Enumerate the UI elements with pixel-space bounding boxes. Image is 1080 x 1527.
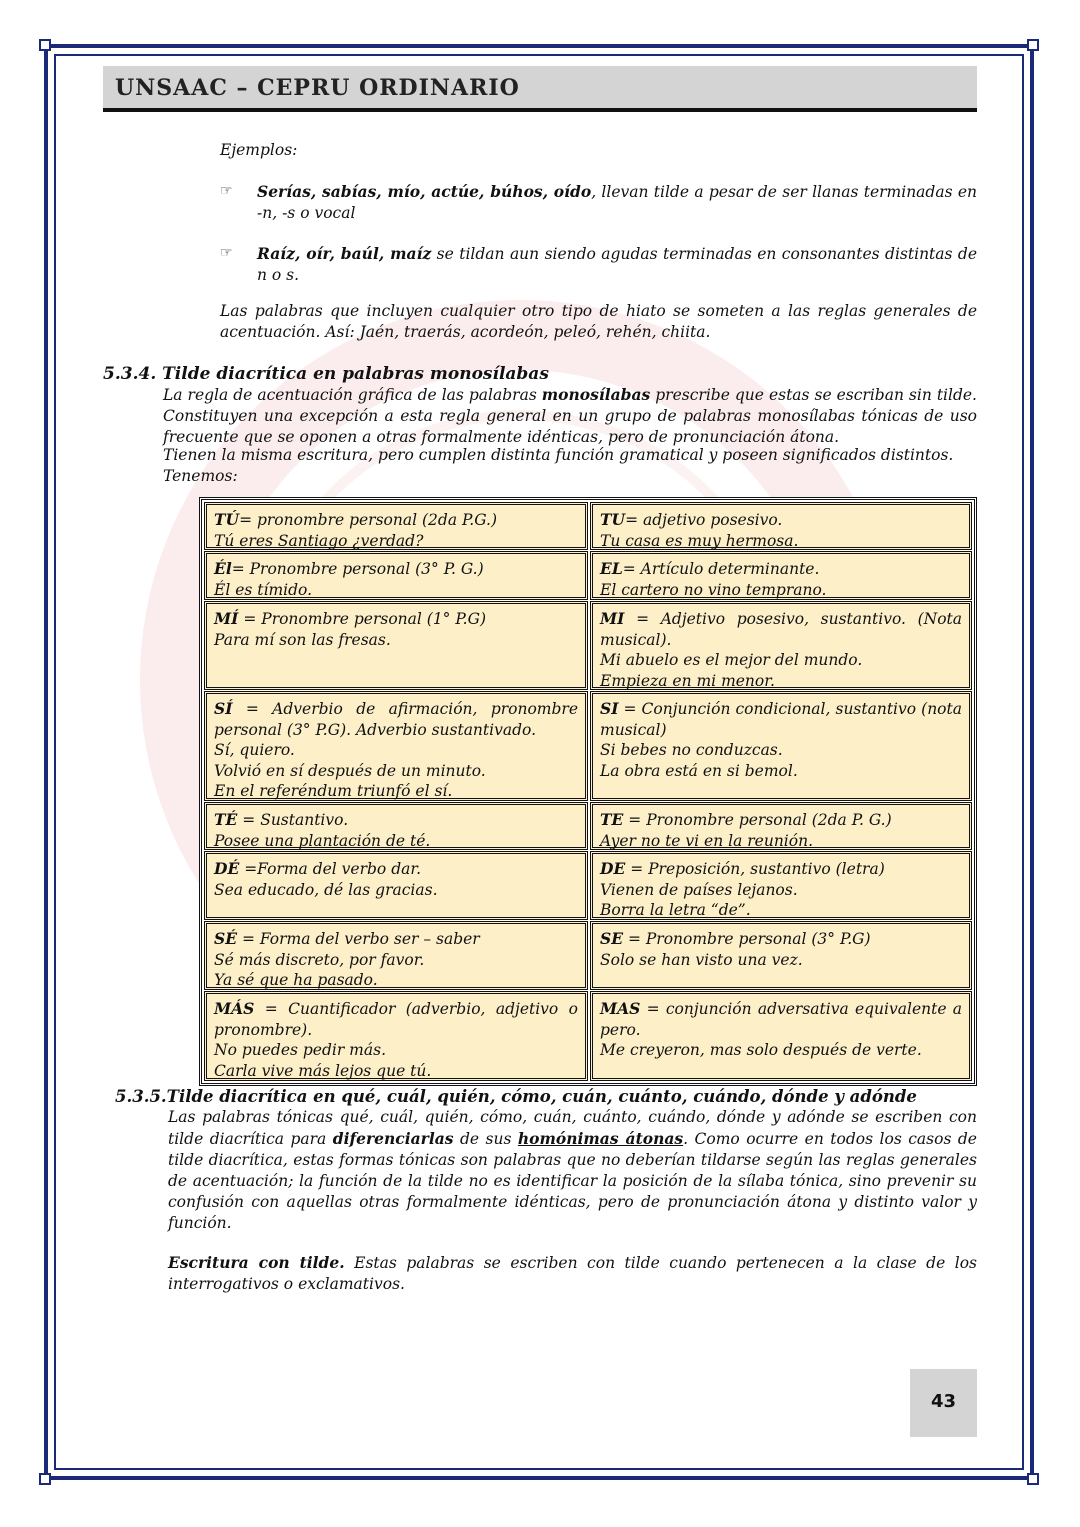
section-534-paragraph xyxy=(163,384,977,448)
table-example: Tú eres Santiago ¿verdad? xyxy=(214,531,424,550)
table-term: MÁS xyxy=(214,999,255,1018)
table-definition: = Sustantivo. xyxy=(237,811,349,829)
table-example: Vienen de países lejanos. Borra la letra “de”. xyxy=(600,880,798,919)
table-example: Ayer no te vi en la reunión. xyxy=(600,831,813,850)
table-example: Sea educado, dé las gracias. xyxy=(214,880,438,899)
table-cell-left xyxy=(204,851,588,920)
page-number-box xyxy=(910,1369,977,1437)
section-535-text-c: . Como ocurre en todos los casos de tilde diacrítica, estas formas tónicas son palabras que no deberían tildarse según las reglas generales de acentuación; la función de la tilde no es identificar la posición de la sílaba tónica, sino prevenir su confusión con aquellas otras formalmente idénticas, pero de pronunciación átona y distinto valor y función. xyxy=(168,1130,977,1232)
section-535-paragraph xyxy=(168,1107,977,1234)
table-definition: = Adverbio de afirmación, pronombre personal (3° P.G). Adverbio sustantivado. xyxy=(214,700,578,739)
table-cell-right xyxy=(590,802,972,850)
frame-corner xyxy=(1027,39,1039,51)
table-definition: = Forma del verbo ser – saber xyxy=(237,930,480,948)
table-example: Mi abuelo es el mejor del mundo. Empieza en mi menor. xyxy=(600,651,863,690)
table-cell-right xyxy=(590,691,972,801)
table-definition: = Cuantificador (adverbio, adjetivo o pronombre). xyxy=(214,1000,578,1039)
example-bullet-2-rest: se tildan aun siendo agudas terminadas en consonantes distintas de n o s. xyxy=(257,245,977,284)
page-header xyxy=(103,66,977,112)
example-bullet-2-text xyxy=(257,243,977,286)
table-cell-right xyxy=(590,502,972,550)
table-term: SE xyxy=(600,929,624,948)
section-535-bold: diferenciarlas xyxy=(332,1129,454,1148)
pointing-hand-icon: ☞ xyxy=(220,183,233,199)
table-term: TE xyxy=(600,810,624,829)
table-term: Él xyxy=(214,559,232,578)
table-example: Solo se han visto una vez. xyxy=(600,950,803,969)
section-535-escritura-rest: Estas palabras se escriben con tilde cuando pertenecen a la clase de los interrogativos o exclamativos. xyxy=(168,1254,977,1293)
section-535-text-a: Las palabras tónicas qué, cuál, quién, cómo, cuán, cuánto, cuándo, dónde y adónde se escriben con tilde diacrítica para xyxy=(168,1108,977,1148)
table-definition: = Pronombre personal (3° P. G.) xyxy=(231,560,484,578)
table-definition: = Pronombre personal (2da P. G.) xyxy=(623,811,892,829)
table-term: SÉ xyxy=(214,929,238,948)
table-term: DE xyxy=(600,859,626,878)
table-example: Si bebes no conduzcas. La obra está en si bemol. xyxy=(600,741,798,780)
table-definition: = Pronombre personal (3° P.G) xyxy=(623,930,871,948)
example-bullet-1-rest: , llevan tilde a pesar de ser llanas terminadas en -n, -s o vocal xyxy=(257,183,977,222)
section-535-bold-underlined: homónimas átonas xyxy=(517,1129,684,1148)
table-example: Sí, quiero. Volvió en sí después de un minuto. En el referéndum triunfó el sí. xyxy=(214,741,486,800)
section-535-escritura-bold: Escritura con tilde. xyxy=(168,1253,345,1272)
table-cell-right xyxy=(590,991,972,1081)
table-cell-left xyxy=(204,991,588,1081)
example-bullet-2-words: Raíz, oír, baúl, maíz xyxy=(257,244,432,263)
section-title-534: 5.3.4. Tilde diacrítica en palabras monosílabas xyxy=(103,364,549,384)
table-cell-left xyxy=(204,551,588,600)
table-term: SI xyxy=(600,699,619,718)
examples-label: Ejemplos: xyxy=(220,141,298,159)
table-definition: = adjetivo posesivo. xyxy=(625,511,783,529)
table-term: SÍ xyxy=(214,699,233,718)
table-example: Él es tímido. xyxy=(214,580,313,599)
section-534-paragraph-2: Tienen la misma escritura, pero cumplen distinta función gramatical y poseen significados distintos. xyxy=(163,446,954,464)
table-term: TÚ xyxy=(214,510,240,529)
table-example: Para mí son las fresas. xyxy=(214,630,391,649)
frame-corner xyxy=(39,1473,51,1485)
table-term: MÍ xyxy=(214,609,239,628)
table-term: TU xyxy=(600,510,626,529)
section-534-tenemos: Tenemos: xyxy=(163,467,238,485)
table-definition: = Preposición, sustantivo (letra) xyxy=(625,860,885,878)
table-cell-left xyxy=(204,601,588,690)
table-definition: = Adjetivo posesivo, sustantivo. (Nota musical). xyxy=(600,610,962,649)
hiato-paragraph: Las palabras que incluyen cualquier otro tipo de hiato se someten a las reglas generales de acentuación. Así: Jaén, traerás, acordeón, peleó, rehén, chiita. xyxy=(220,302,977,341)
section-534-bold: monosílabas xyxy=(541,385,651,404)
example-bullet-2 xyxy=(220,243,977,287)
table-example: Posee una plantación de té. xyxy=(214,831,431,850)
section-534-text-a: La regla de acentuación gráfica de las palabras xyxy=(163,386,542,404)
table-definition: = Artículo determinante. xyxy=(622,560,820,578)
table-cell-left xyxy=(204,921,588,990)
pointing-hand-icon: ☞ xyxy=(220,245,233,261)
page-number: 43 xyxy=(930,1391,957,1412)
table-term: DÉ xyxy=(214,859,240,878)
table-cell-left xyxy=(204,691,588,801)
diacritic-table xyxy=(199,497,977,1086)
section-535-text-b: de sus xyxy=(453,1130,518,1148)
table-term: EL xyxy=(600,559,623,578)
table-cell-right xyxy=(590,601,972,690)
table-definition: = Conjunción condicional, sustantivo (nota musical) xyxy=(600,700,962,739)
table-cell-right xyxy=(590,851,972,920)
table-cell-left xyxy=(204,802,588,850)
table-example: Tu casa es muy hermosa. xyxy=(600,531,799,550)
table-cell-right xyxy=(590,921,972,990)
table-example: No puedes pedir más. Carla vive más lejos que tú. xyxy=(214,1041,432,1080)
table-definition: = pronombre personal (2da P.G.) xyxy=(239,511,497,529)
table-term: TÉ xyxy=(214,810,238,829)
example-bullet-1-text xyxy=(257,181,977,224)
section-title-535: 5.3.5.Tilde diacrítica en qué, cuál, quién, cómo, cuán, cuánto, cuándo, dónde y adónde xyxy=(115,1087,917,1106)
table-definition: =Forma del verbo dar. xyxy=(239,860,421,878)
example-bullet-1 xyxy=(220,181,977,225)
frame-corner xyxy=(39,39,51,51)
frame-corner xyxy=(1027,1473,1039,1485)
table-definition: = Pronombre personal (1° P.G) xyxy=(238,610,487,628)
table-cell-right xyxy=(590,551,972,600)
section-534-text-b: prescribe que estas se escriban sin tilde. Constituyen una excepción a esta regla general en un grupo de palabras monosílabas tónicas de uso frecuente que se oponen a otras formalmente idénticas, pero de pronunciación átona. xyxy=(163,386,977,446)
table-cell-left xyxy=(204,502,588,550)
table-term: MAS xyxy=(600,999,641,1018)
table-example: Sé más discreto, por favor. Ya sé que ha pasado. xyxy=(214,950,425,989)
table-definition: = conjunción adversativa equivalente a pero. xyxy=(600,1000,962,1039)
header-title: UNSAAC – CEPRU ORDINARIO xyxy=(115,75,520,101)
section-535-paragraph-2 xyxy=(168,1252,977,1295)
table-example: El cartero no vino temprano. xyxy=(600,580,827,599)
example-bullet-1-words: Serías, sabías, mío, actúe, búhos, oído xyxy=(257,182,592,201)
table-term: MI xyxy=(600,609,625,628)
table-example: Me creyeron, mas solo después de verte. xyxy=(600,1041,922,1059)
